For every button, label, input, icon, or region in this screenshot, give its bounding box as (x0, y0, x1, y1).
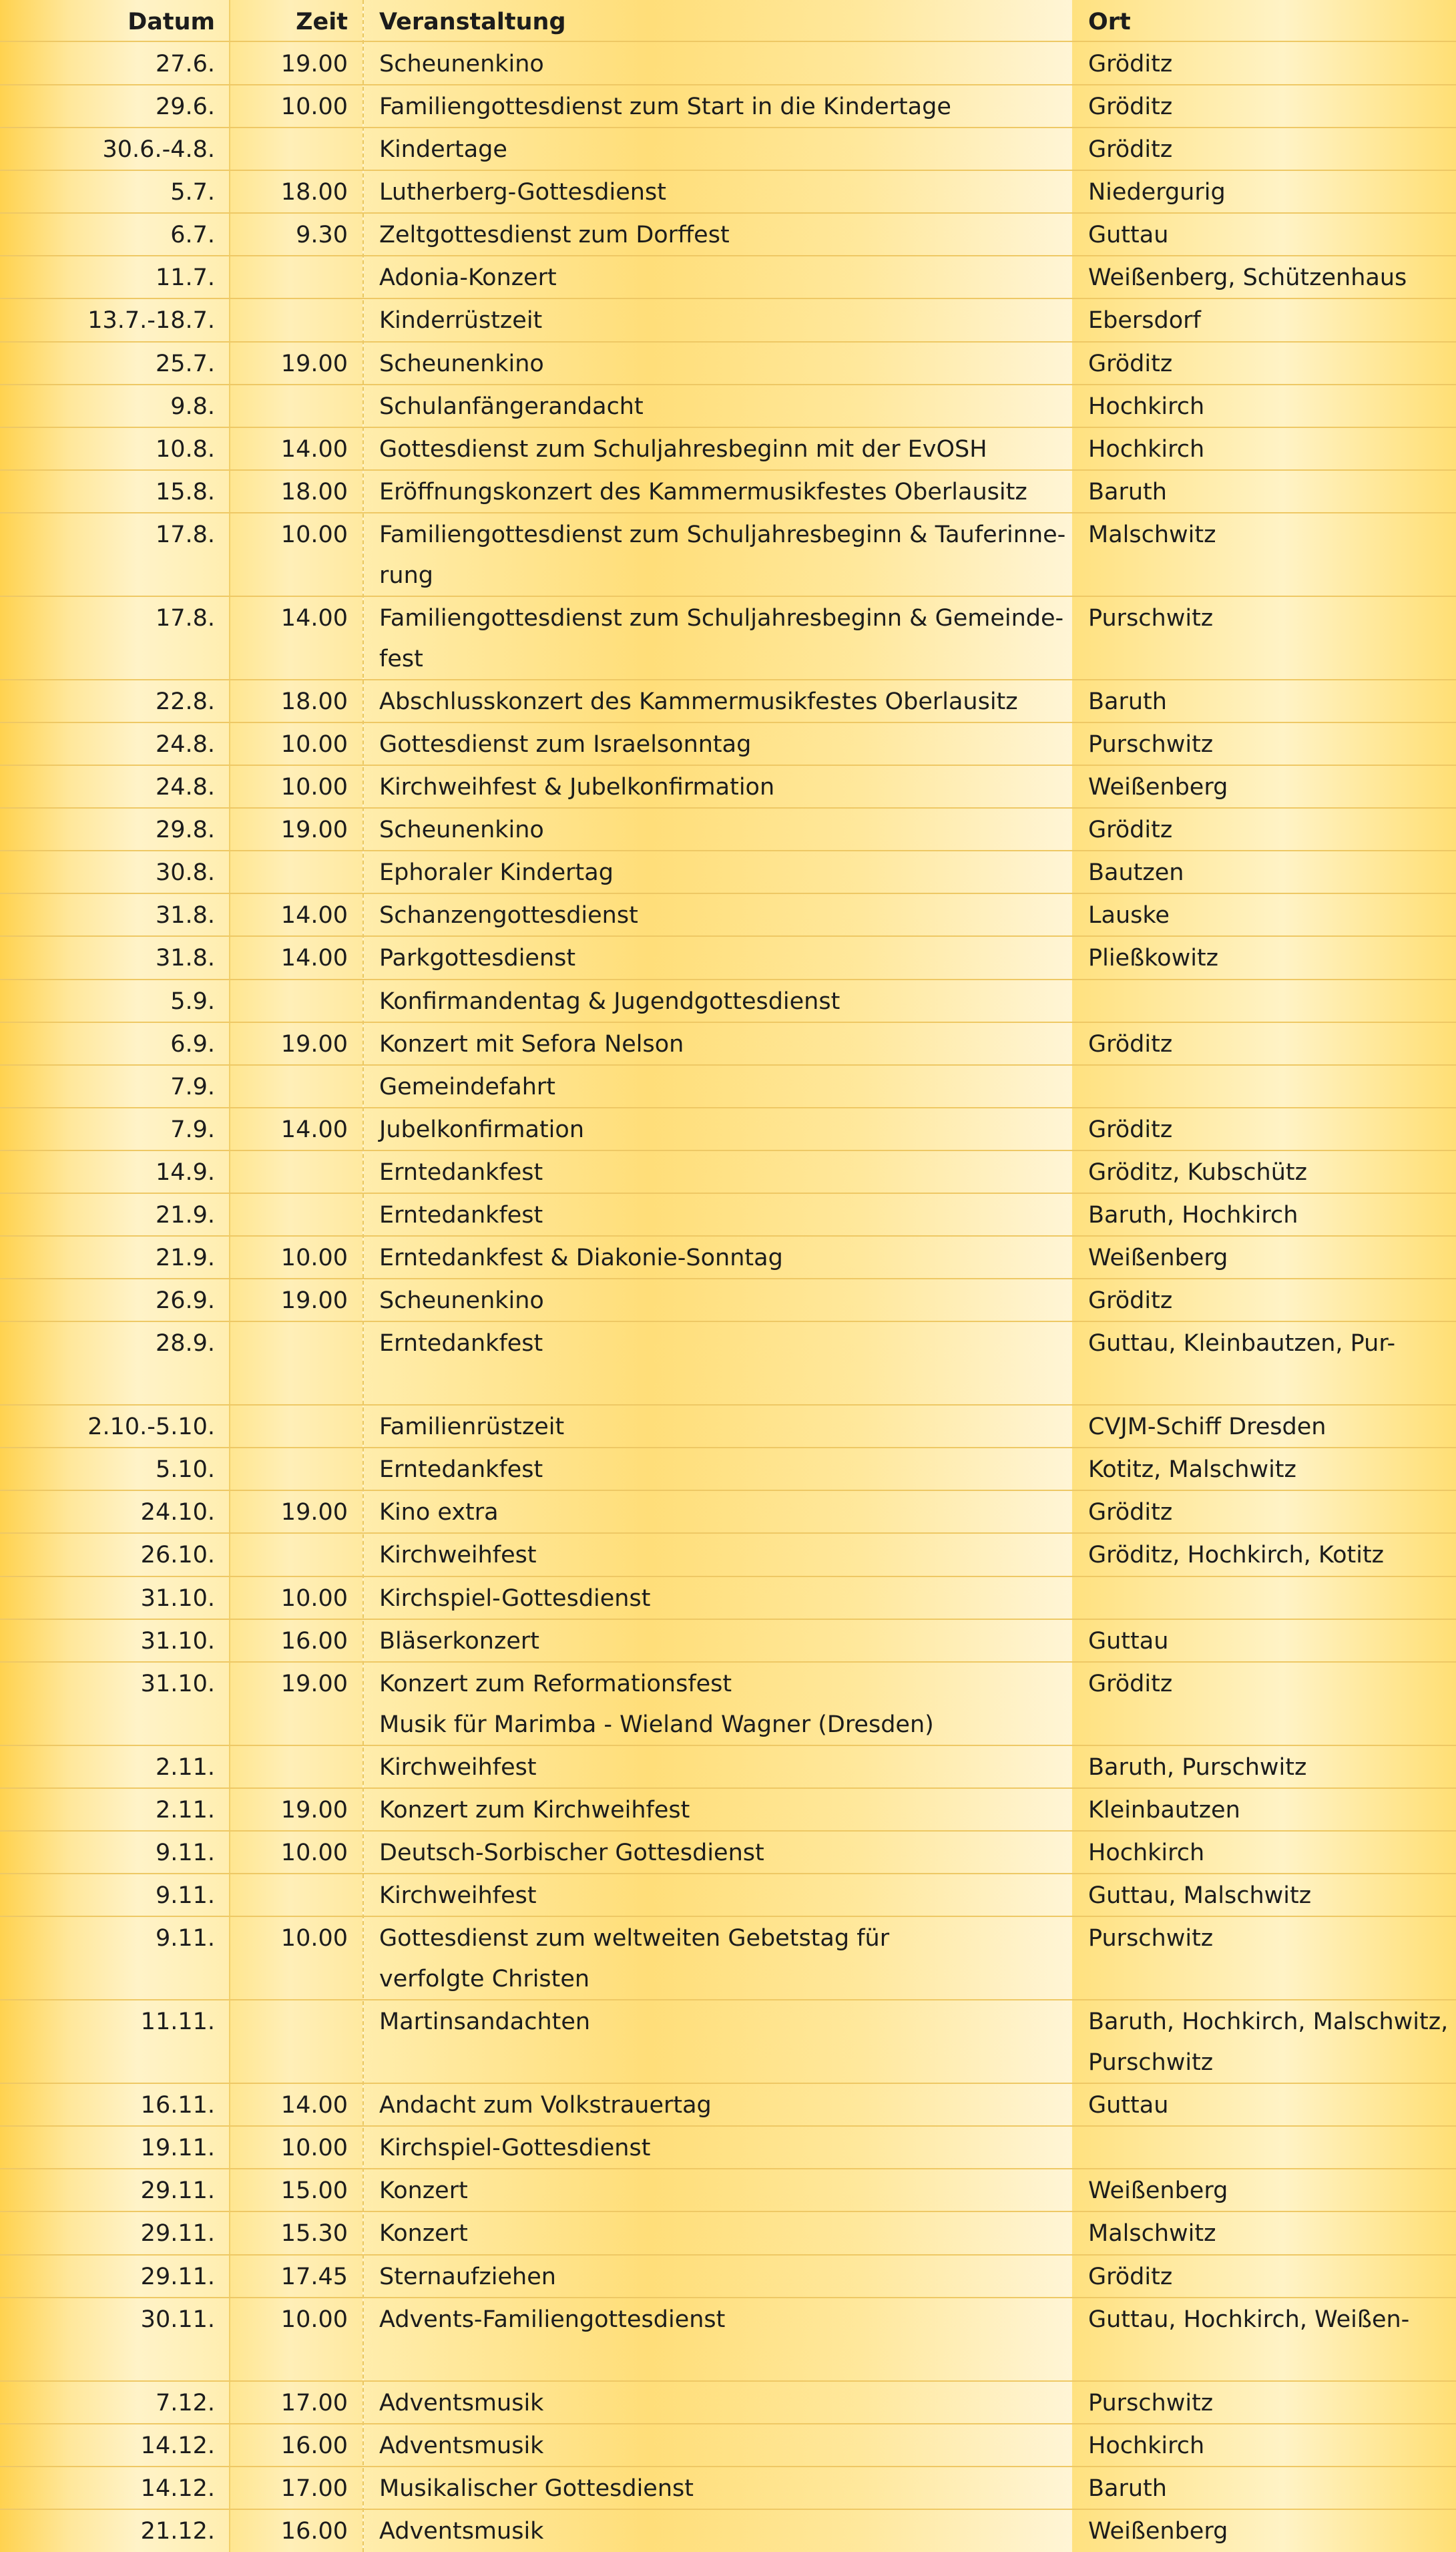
row-divider (0, 1619, 1456, 1620)
cell-datum: 14.12. (140, 2475, 215, 2502)
cell-zeit: 10.00 (280, 1585, 348, 1612)
cell-veranstaltung: Schulanfängerandacht (379, 393, 644, 420)
cell-zeit: 14.00 (280, 2092, 348, 2119)
cell-zeit: 19.00 (280, 51, 348, 77)
cell-datum: 11.7. (155, 264, 215, 291)
cell-ort: Baruth (1088, 2475, 1167, 2502)
cell-datum: 31.10. (140, 1671, 215, 1697)
cell-veranstaltung: Kirchweihfest (379, 1754, 537, 1781)
cell-ort: Gröditz (1088, 1499, 1173, 1526)
row-divider (0, 1107, 1456, 1108)
table-row (0, 1279, 1456, 1321)
table-row (0, 385, 1456, 427)
cell-veranstaltung: Eröffnungskonzert des Kammermusikfestes Oberlausitz (379, 479, 1027, 505)
row-divider (0, 84, 1456, 85)
cell-datum: 31.8. (155, 902, 215, 929)
row-divider (0, 1532, 1456, 1534)
table-row (0, 851, 1456, 893)
cell-datum: 29.8. (155, 817, 215, 843)
cell-datum: 6.7. (170, 222, 215, 248)
table-row (0, 1108, 1456, 1150)
cell-ort: Ebersdorf (1088, 307, 1201, 334)
cell-zeit: 17.00 (280, 2390, 348, 2416)
cell-datum: 10.8. (155, 436, 215, 463)
cell-datum: 26.10. (140, 1542, 215, 1568)
cell-zeit: 17.45 (280, 2264, 348, 2290)
cell-ort: Kleinbautzen (1088, 1797, 1240, 1824)
row-divider (0, 170, 1456, 171)
table-row (0, 1576, 1456, 1619)
cell-veranstaltung: Kinderrüstzeit (379, 307, 543, 334)
cell-zeit: 19.00 (280, 1031, 348, 1058)
cell-datum: 9.11. (155, 1925, 215, 1952)
cell-zeit: 14.00 (280, 945, 348, 972)
cell-veranstaltung: Parkgottesdienst (379, 945, 576, 972)
cell-veranstaltung: Jubelkonfirmation (379, 1116, 585, 1143)
cell-veranstaltung: Scheunenkino (379, 1287, 544, 1314)
row-divider (0, 1404, 1456, 1406)
row-divider (0, 1661, 1456, 1663)
cell-ort: Malschwitz (1088, 521, 1216, 548)
cell-ort: Gröditz (1088, 817, 1173, 843)
row-divider (0, 1150, 1456, 1151)
table-row (0, 2255, 1456, 2298)
row-divider (0, 427, 1456, 428)
cell-datum: 31.8. (155, 945, 215, 972)
cell-ort: Baruth, Purschwitz (1088, 1754, 1307, 1781)
cell-ort: Weißenberg (1088, 2518, 1228, 2545)
cell-datum: 14.12. (140, 2432, 215, 2459)
table-row (0, 1619, 1456, 1662)
cell-veranstaltung: Scheunenkino (379, 51, 544, 77)
cell-veranstaltung: Konfirmandentag & Jugendgottesdienst (379, 988, 840, 1015)
cell-veranstaltung: Konzert mit Sefora Nelson (379, 1031, 684, 1058)
cell-ort: Gröditz (1088, 1671, 1173, 1697)
cell-veranstaltung: Scheunenkino (379, 351, 544, 377)
row-divider (0, 893, 1456, 894)
cell-ort: Gröditz (1088, 136, 1173, 163)
cell-datum: 29.6. (155, 93, 215, 120)
cell-veranstaltung: Scheunenkino (379, 817, 544, 843)
cell-datum: 5.9. (170, 988, 215, 1015)
cell-datum: 5.7. (170, 179, 215, 206)
cell-veranstaltung: Kirchweihfest & Jubelkonfirmation (379, 774, 775, 801)
table-row (0, 298, 1456, 341)
cell-ort: Malschwitz (1088, 2220, 1216, 2247)
table-row (0, 893, 1456, 936)
row-divider (0, 596, 1456, 597)
cell-veranstaltung: Musikalischer Gottesdienst (379, 2475, 694, 2502)
cell-datum: 2.11. (155, 1754, 215, 1781)
cell-zeit: 19.00 (280, 817, 348, 843)
table-row (0, 2083, 1456, 2126)
cell-ort: Guttau, Kleinbautzen, Pur- (1088, 1330, 1396, 1357)
cell-datum: 7.12. (155, 2390, 215, 2416)
header-veranstaltung: Veranstaltung (379, 9, 566, 35)
cell-veranstaltung: Andacht zum Volkstrauertag (379, 2092, 712, 2119)
cell-datum: 7.9. (170, 1116, 215, 1143)
cell-ort: Gröditz (1088, 51, 1173, 77)
cell-ort: Guttau, Malschwitz (1088, 1882, 1312, 1909)
cell-veranstaltung: Adventsmusik (379, 2390, 544, 2416)
cell-zeit: 14.00 (280, 605, 348, 632)
cell-veranstaltung: Kino extra (379, 1499, 499, 1526)
cell-zeit: 10.00 (280, 521, 348, 548)
cell-zeit: 10.00 (280, 2306, 348, 2333)
cell-zeit: 19.00 (280, 1287, 348, 1314)
table-row (0, 2211, 1456, 2254)
cell-veranstaltung: Musik für Marimba - Wieland Wagner (Dresden) (379, 1711, 934, 1738)
cell-zeit: 18.00 (280, 179, 348, 206)
row-divider (0, 2466, 1456, 2467)
row-divider (0, 2509, 1456, 2510)
cell-veranstaltung: Familiengottesdienst zum Start in die Kindertage (379, 93, 951, 120)
cell-ort: Hochkirch (1088, 393, 1205, 420)
row-divider (0, 2380, 1456, 2382)
cell-zeit: 10.00 (280, 1840, 348, 1866)
cell-ort: Purschwitz (1088, 605, 1214, 632)
table-row (0, 808, 1456, 851)
cell-veranstaltung: Erntedankfest & Diakonie-Sonntag (379, 1245, 783, 1271)
cell-veranstaltung: Sternaufziehen (379, 2264, 556, 2290)
row-divider (0, 679, 1456, 680)
cell-datum: 17.8. (155, 605, 215, 632)
table-row (0, 42, 1456, 85)
cell-datum: 27.6. (155, 51, 215, 77)
cell-ort: Purschwitz (1088, 731, 1214, 758)
cell-ort: Purschwitz (1088, 1925, 1214, 1952)
cell-veranstaltung: Familiengottesdienst zum Schuljahresbeginn & Gemeinde- (379, 605, 1064, 632)
cell-veranstaltung: rung (379, 562, 433, 589)
cell-datum: 30.11. (140, 2306, 215, 2333)
cell-ort: Guttau (1088, 222, 1169, 248)
cell-ort: Gröditz (1088, 1031, 1173, 1058)
cell-veranstaltung: Erntedankfest (379, 1159, 543, 1186)
row-divider (0, 41, 1456, 42)
cell-veranstaltung: Kindertage (379, 136, 507, 163)
cell-veranstaltung: Zeltgottesdienst zum Dorffest (379, 222, 730, 248)
cell-zeit: 19.00 (280, 351, 348, 377)
cell-ort: Gröditz (1088, 93, 1173, 120)
table-row (0, 936, 1456, 979)
row-divider (0, 935, 1456, 937)
cell-zeit: 10.00 (280, 1925, 348, 1952)
cell-zeit: 14.00 (280, 1116, 348, 1143)
cell-ort: Gröditz, Kubschütz (1088, 1159, 1307, 1186)
cell-datum: 31.10. (140, 1628, 215, 1655)
row-divider (0, 341, 1456, 343)
table-row (0, 2169, 1456, 2211)
cell-veranstaltung: Erntedankfest (379, 1456, 543, 1483)
table-row (0, 2381, 1456, 2424)
cell-zeit: 10.00 (280, 1245, 348, 1271)
table-row (0, 1490, 1456, 1533)
cell-veranstaltung: Gottesdienst zum weltweiten Gebetstag für (379, 1925, 890, 1952)
cell-datum: 9.8. (170, 393, 215, 420)
cell-datum: 2.11. (155, 1797, 215, 1824)
cell-datum: 13.7.-18.7. (87, 307, 215, 334)
row-divider (0, 2297, 1456, 2298)
table-row (0, 2467, 1456, 2509)
cell-ort: Purschwitz (1088, 2049, 1214, 2076)
cell-veranstaltung: Advents-Familiengottesdienst (379, 2306, 726, 2333)
cell-zeit: 19.00 (280, 1797, 348, 1824)
header-datum: Datum (128, 9, 215, 35)
cell-datum: 29.11. (140, 2220, 215, 2247)
cell-ort: Baruth, Hochkirch (1088, 1202, 1298, 1229)
row-divider (0, 2125, 1456, 2127)
cell-zeit: 18.00 (280, 688, 348, 715)
cell-veranstaltung: Erntedankfest (379, 1330, 543, 1357)
cell-zeit: 15.30 (280, 2220, 348, 2247)
row-divider (0, 2083, 1456, 2084)
cell-ort: Weißenberg (1088, 774, 1228, 801)
cell-datum: 29.11. (140, 2177, 215, 2204)
table-row (0, 342, 1456, 385)
cell-ort: Weißenberg (1088, 2177, 1228, 2204)
cell-veranstaltung: Martinsandachten (379, 2008, 591, 2035)
table-row (0, 1065, 1456, 1108)
cell-veranstaltung: Konzert (379, 2177, 468, 2204)
row-divider (0, 2254, 1456, 2256)
cell-veranstaltung: Gemeindefahrt (379, 1074, 556, 1100)
cell-zeit: 9.30 (296, 222, 348, 248)
cell-veranstaltung: Kirchweihfest (379, 1882, 537, 1909)
cell-zeit: 17.00 (280, 2475, 348, 2502)
cell-veranstaltung: Gottesdienst zum Israelsonntag (379, 731, 752, 758)
cell-veranstaltung: Erntedankfest (379, 1202, 543, 1229)
cell-ort: Guttau (1088, 1628, 1169, 1655)
cell-zeit: 16.00 (280, 2432, 348, 2459)
table-row (0, 128, 1456, 170)
cell-ort: Niedergurig (1088, 179, 1226, 206)
cell-veranstaltung: Konzert (379, 2220, 468, 2247)
cell-ort: Purschwitz (1088, 2390, 1214, 2416)
cell-datum: 7.9. (170, 1074, 215, 1100)
cell-veranstaltung: Kirchspiel-Gottesdienst (379, 2135, 651, 2161)
cell-veranstaltung: Lutherberg-Gottesdienst (379, 179, 666, 206)
cell-veranstaltung: Adonia-Konzert (379, 264, 557, 291)
cell-datum: 21.12. (140, 2518, 215, 2545)
row-divider (0, 2423, 1456, 2424)
table-row (0, 2424, 1456, 2467)
cell-zeit: 19.00 (280, 1671, 348, 1697)
cell-veranstaltung: Ephoraler Kindertag (379, 859, 614, 886)
cell-veranstaltung: fest (379, 646, 423, 672)
row-divider (0, 384, 1456, 385)
cell-datum: 16.11. (140, 2092, 215, 2119)
row-divider (0, 2211, 1456, 2212)
table-row (0, 2126, 1456, 2169)
cell-datum: 17.8. (155, 521, 215, 548)
row-divider (0, 979, 1456, 980)
cell-datum: 19.11. (140, 2135, 215, 2161)
row-divider (0, 1999, 1456, 2000)
cell-ort: Gröditz (1088, 1287, 1173, 1314)
cell-datum: 29.11. (140, 2264, 215, 2290)
cell-veranstaltung: Familienrüstzeit (379, 1414, 565, 1440)
cell-ort: Gröditz (1088, 351, 1173, 377)
cell-datum: 9.11. (155, 1840, 215, 1866)
cell-zeit: 10.00 (280, 93, 348, 120)
row-divider (0, 1321, 1456, 1322)
cell-datum: 31.10. (140, 1585, 215, 1612)
cell-ort: Weißenberg, Schützenhaus (1088, 264, 1407, 291)
row-divider (0, 1064, 1456, 1066)
cell-datum: 25.7. (155, 351, 215, 377)
cell-veranstaltung: Konzert zum Reformationsfest (379, 1671, 732, 1697)
table-row (0, 170, 1456, 213)
cell-veranstaltung: Deutsch-Sorbischer Gottesdienst (379, 1840, 764, 1866)
table-row (0, 2509, 1456, 2552)
cell-ort: Gröditz (1088, 1116, 1173, 1143)
cell-datum: 15.8. (155, 479, 215, 505)
cell-ort: Baruth (1088, 479, 1167, 505)
cell-zeit: 14.00 (280, 902, 348, 929)
row-divider (0, 1576, 1456, 1577)
cell-ort: Gröditz (1088, 2264, 1173, 2290)
cell-datum: 22.8. (155, 688, 215, 715)
cell-datum: 24.10. (140, 1499, 215, 1526)
cell-veranstaltung: Adventsmusik (379, 2432, 544, 2459)
cell-ort: Guttau, Hochkirch, Weißen- (1088, 2306, 1410, 2333)
cell-datum: 14.9. (155, 1159, 215, 1186)
cell-veranstaltung: Konzert zum Kirchweihfest (379, 1797, 690, 1824)
row-divider (0, 2168, 1456, 2169)
cell-ort: Guttau (1088, 2092, 1169, 2119)
cell-datum: 30.6.-4.8. (102, 136, 215, 163)
cell-datum: 5.10. (155, 1456, 215, 1483)
cell-datum: 28.9. (155, 1330, 215, 1357)
cell-ort: Hochkirch (1088, 2432, 1205, 2459)
cell-datum: 21.9. (155, 1245, 215, 1271)
cell-datum: 24.8. (155, 774, 215, 801)
cell-datum: 26.9. (155, 1287, 215, 1314)
cell-ort: Lauske (1088, 902, 1170, 929)
cell-datum: 11.11. (140, 2008, 215, 2035)
cell-ort: Kotitz, Malschwitz (1088, 1456, 1296, 1483)
cell-veranstaltung: Kirchspiel-Gottesdienst (379, 1585, 651, 1612)
cell-datum: 6.9. (170, 1031, 215, 1058)
cell-veranstaltung: Schanzengottesdienst (379, 902, 638, 929)
cell-zeit: 16.00 (280, 1628, 348, 1655)
cell-ort: Bautzen (1088, 859, 1184, 886)
cell-zeit: 10.00 (280, 731, 348, 758)
cell-ort: CVJM-Schiff Dresden (1088, 1414, 1326, 1440)
cell-ort: Baruth (1088, 688, 1167, 715)
cell-zeit: 19.00 (280, 1499, 348, 1526)
cell-ort: Weißenberg (1088, 1245, 1228, 1271)
cell-ort: Baruth, Hochkirch, Malschwitz, (1088, 2008, 1449, 2035)
cell-veranstaltung: Bläserkonzert (379, 1628, 539, 1655)
cell-veranstaltung: Kirchweihfest (379, 1542, 537, 1568)
cell-datum: 2.10.-5.10. (87, 1414, 215, 1440)
cell-ort: Gröditz, Hochkirch, Kotitz (1088, 1542, 1385, 1568)
cell-ort: Hochkirch (1088, 1840, 1205, 1866)
cell-datum: 9.11. (155, 1882, 215, 1909)
cell-zeit: 10.00 (280, 774, 348, 801)
cell-zeit: 16.00 (280, 2518, 348, 2545)
cell-zeit: 15.00 (280, 2177, 348, 2204)
row-divider (0, 212, 1456, 214)
cell-datum: 24.8. (155, 731, 215, 758)
table-row (0, 1022, 1456, 1065)
cell-veranstaltung: Familiengottesdienst zum Schuljahresbeginn & Tauferinne- (379, 521, 1066, 548)
cell-veranstaltung: Adventsmusik (379, 2518, 544, 2545)
cell-zeit: 14.00 (280, 436, 348, 463)
row-divider (0, 850, 1456, 851)
cell-ort: Hochkirch (1088, 436, 1205, 463)
cell-zeit: 18.00 (280, 479, 348, 505)
cell-veranstaltung: verfolgte Christen (379, 1966, 590, 1992)
header-ort: Ort (1088, 9, 1131, 35)
header-zeit: Zeit (296, 9, 348, 35)
cell-zeit: 10.00 (280, 2135, 348, 2161)
cell-datum: 21.9. (155, 1202, 215, 1229)
cell-veranstaltung: Abschlusskonzert des Kammermusikfestes Oberlausitz (379, 688, 1018, 715)
cell-ort: Pließkowitz (1088, 945, 1219, 972)
cell-datum: 30.8. (155, 859, 215, 886)
cell-veranstaltung: Gottesdienst zum Schuljahresbeginn mit der EvOSH (379, 436, 987, 463)
